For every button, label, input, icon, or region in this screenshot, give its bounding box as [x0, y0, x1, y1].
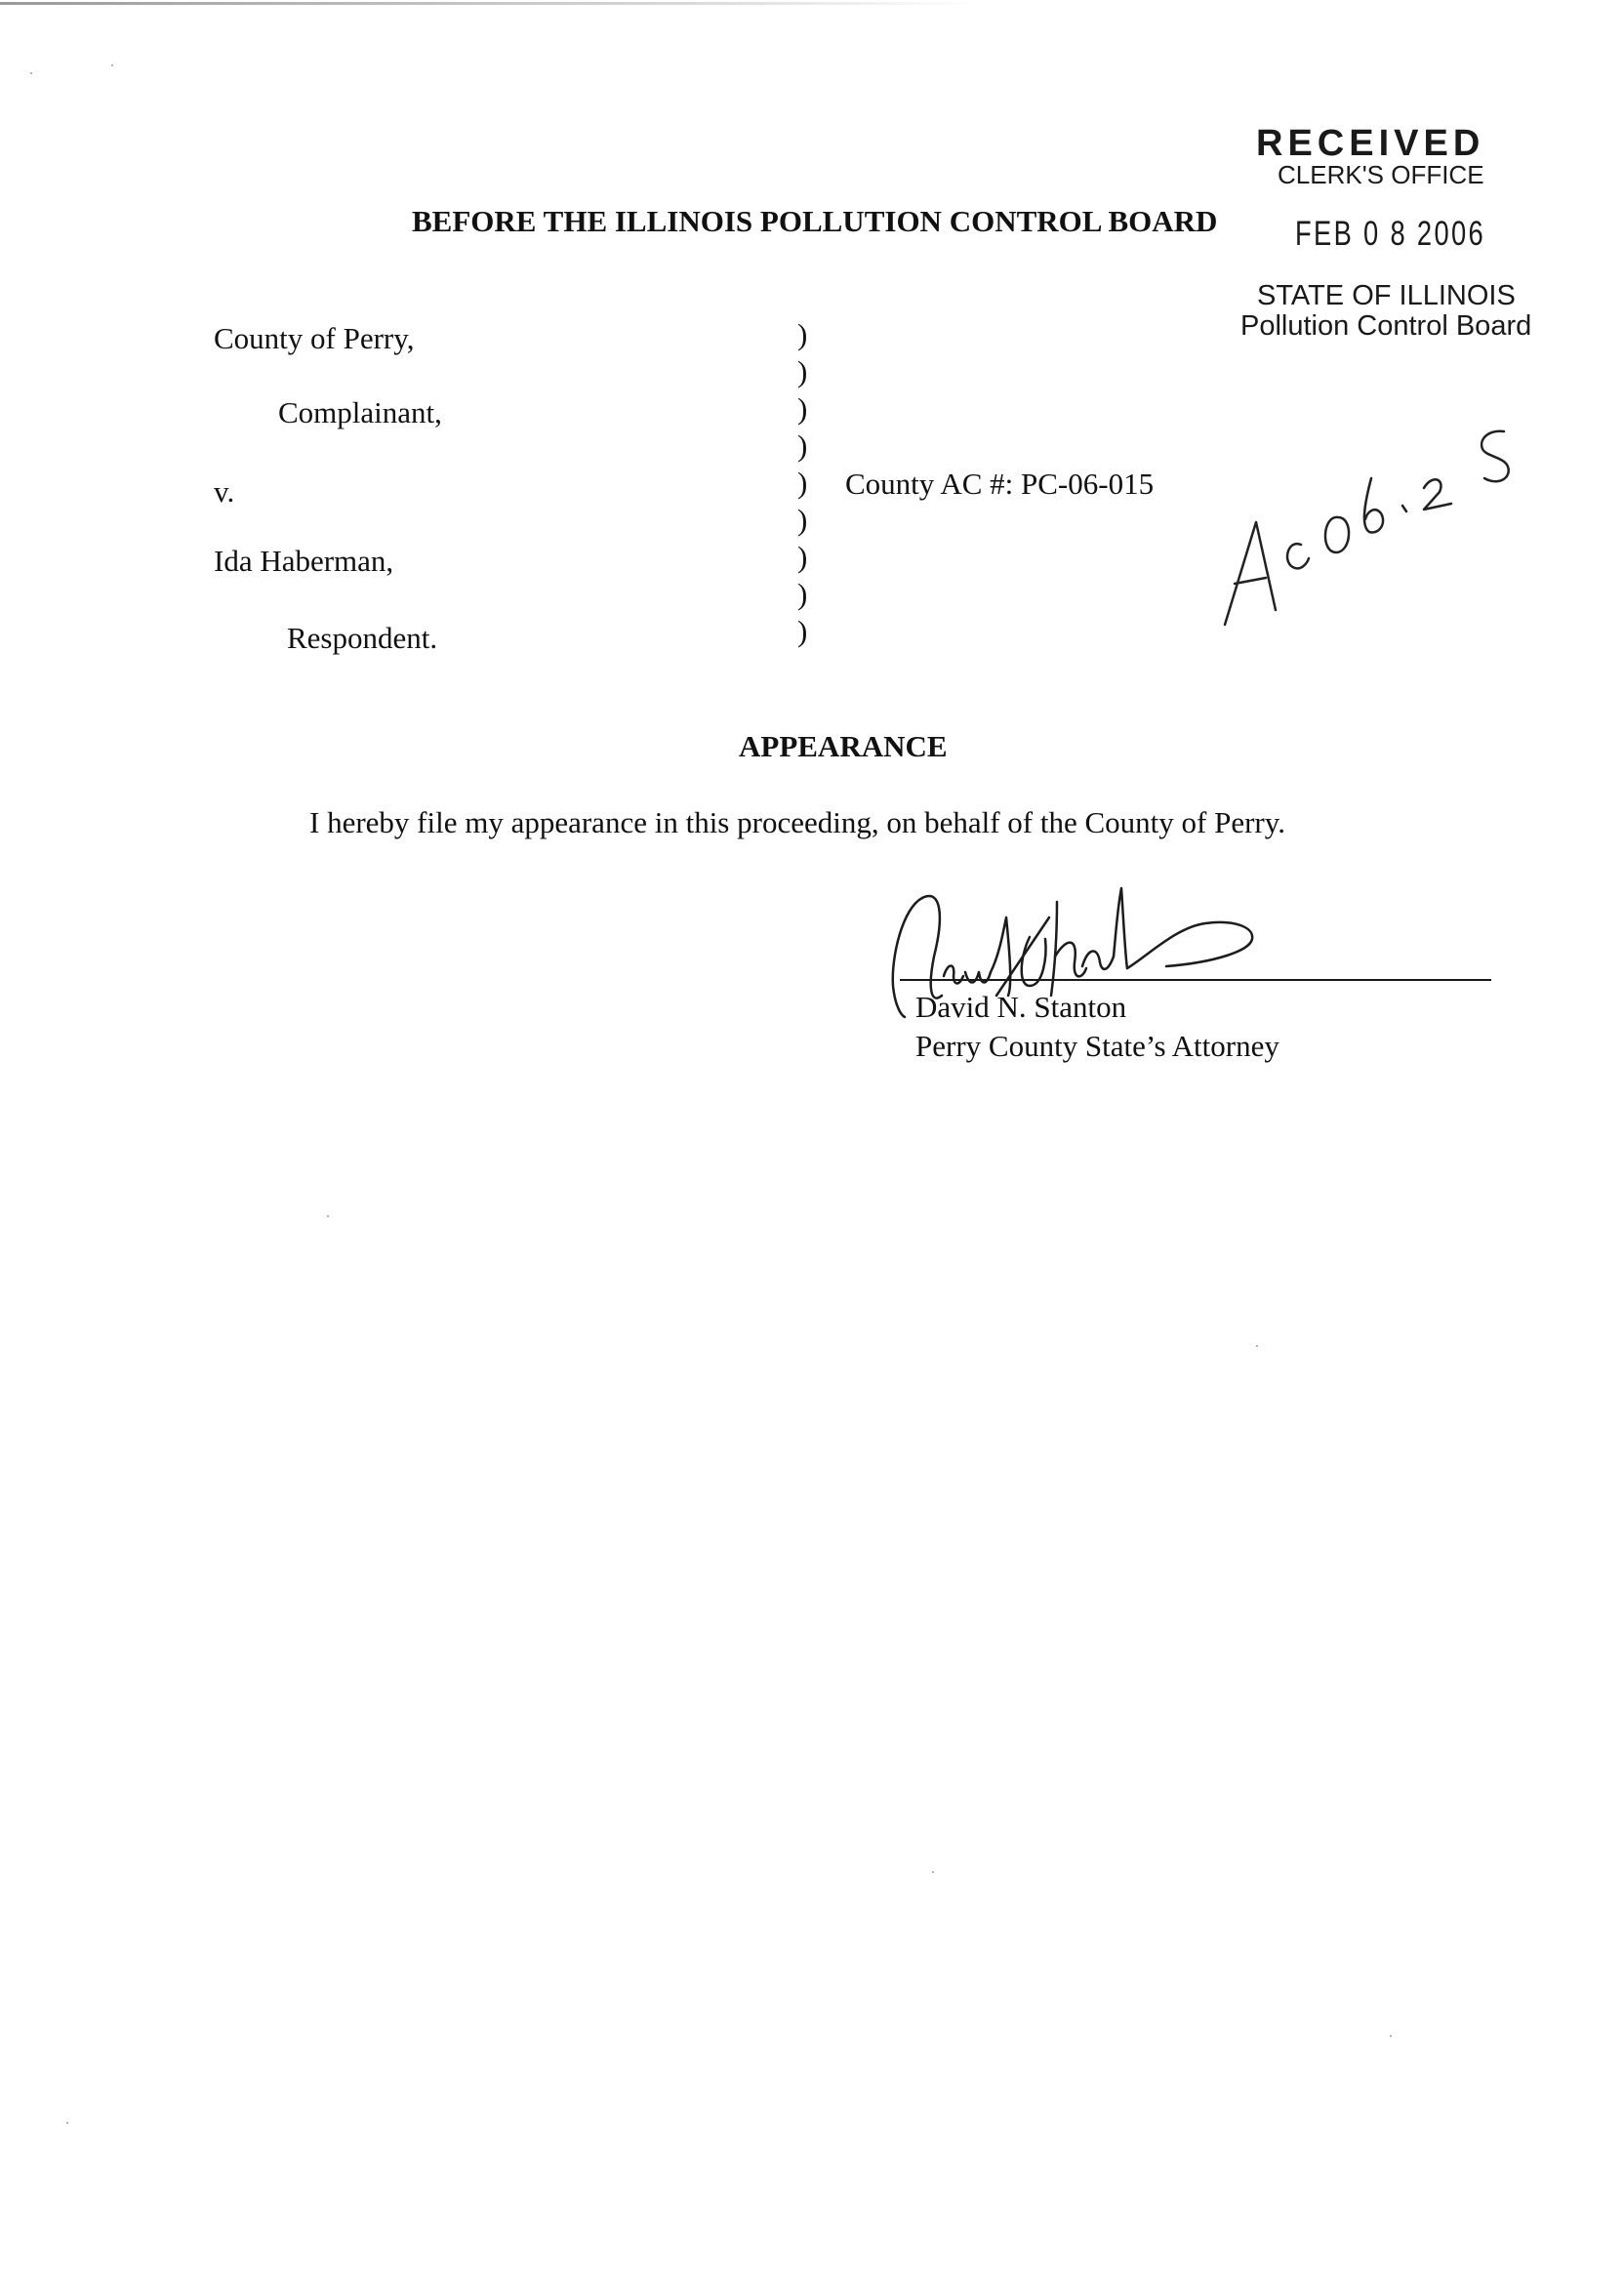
scan-top-edge — [0, 2, 976, 5]
caption-bracket: ) — [797, 354, 808, 388]
signature-line — [900, 979, 1491, 981]
scan-speck — [66, 2122, 68, 2124]
scan-speck — [1390, 2035, 1392, 2037]
complainant-name: County of Perry, — [214, 321, 415, 355]
stamp-clerks-office: CLERK'S OFFICE — [1278, 160, 1484, 189]
caption-bracket: ) — [797, 317, 808, 351]
caption-bracket: ) — [797, 428, 808, 463]
versus-label: v. — [214, 474, 235, 509]
handwritten-docket-number — [1215, 410, 1527, 634]
caption-bracket: ) — [797, 391, 808, 426]
respondent-name: Ida Haberman, — [214, 544, 394, 578]
stamp-date: FEB 0 8 2006 — [1295, 215, 1486, 253]
stamp-state: STATE OF ILLINOIS — [1257, 280, 1516, 311]
signer-title: Perry County State’s Attorney — [915, 1029, 1279, 1063]
scan-speck — [111, 64, 113, 66]
appearance-statement: I hereby file my appearance in this proceeding, on behalf of the County of Perry. — [309, 805, 1285, 839]
caption-bracket: ) — [797, 577, 808, 611]
scan-speck — [30, 72, 32, 74]
appearance-heading: APPEARANCE — [739, 729, 948, 763]
complainant-role: Complainant, — [278, 395, 442, 429]
case-number: County AC #: PC-06-015 — [845, 467, 1155, 501]
caption-bracket: ) — [797, 614, 808, 648]
scan-speck — [327, 1215, 329, 1217]
board-title: BEFORE THE ILLINOIS POLLUTION CONTROL BOARD — [412, 204, 1218, 238]
respondent-role: Respondent. — [287, 621, 438, 655]
scan-speck — [1256, 1345, 1258, 1347]
caption-bracket: ) — [797, 540, 808, 574]
signer-name: David N. Stanton — [915, 990, 1127, 1024]
caption-bracket: ) — [797, 503, 808, 537]
stamp-board: Pollution Control Board — [1240, 310, 1532, 342]
stamp-received: RECEIVED — [1256, 123, 1485, 164]
caption-bracket: ) — [797, 466, 808, 500]
scan-speck — [932, 1871, 934, 1873]
